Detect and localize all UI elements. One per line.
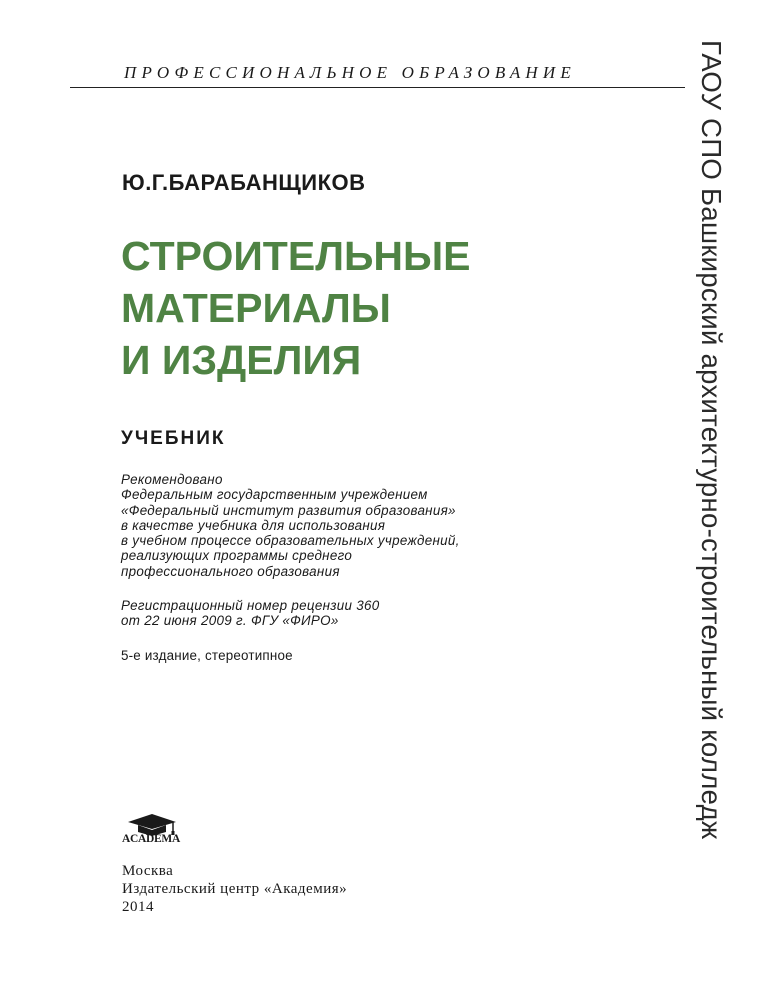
recommendation-line: Рекомендовано bbox=[121, 472, 223, 487]
recommendation-line: Федеральным государственным учреждением bbox=[121, 487, 428, 503]
recommendation-line: в качестве учебника для использования bbox=[121, 517, 386, 533]
book-title-line: МАТЕРИАЛЫ bbox=[121, 285, 391, 331]
imprint-year: 2014 bbox=[122, 899, 154, 915]
academia-logo-text: ACADEMA bbox=[122, 833, 180, 845]
imprint-publisher: Издательский центр «Академия» bbox=[122, 881, 348, 897]
book-title-line: И ИЗДЕЛИЯ bbox=[121, 337, 362, 383]
recommendation-line: профессионального образования bbox=[121, 563, 340, 579]
edition-note: 5-е издание, стереотипное bbox=[121, 648, 293, 663]
recommendation-line: реализующих программы среднего bbox=[121, 548, 353, 564]
recommendation-line: «Федеральный институт развития образования» bbox=[121, 502, 456, 518]
series-title: ПРОФЕССИОНАЛЬНОЕ ОБРАЗОВАНИЕ bbox=[124, 63, 576, 82]
registration-line: от 22 июня 2009 г. ФГУ «ФИРО» bbox=[121, 613, 339, 629]
registration-line: Регистрационный номер рецензии 360 bbox=[121, 598, 380, 613]
imprint bbox=[122, 862, 347, 916]
header-rule bbox=[70, 87, 685, 88]
book-title-line: СТРОИТЕЛЬНЫЕ bbox=[121, 233, 471, 279]
imprint-city: Москва bbox=[122, 863, 174, 879]
book-title bbox=[121, 230, 471, 386]
book-type: УЧЕБНИК bbox=[121, 428, 226, 449]
registration-text bbox=[121, 598, 380, 629]
academia-logo bbox=[122, 810, 182, 852]
author-name: Ю.Г.БАРАБАНЩИКОВ bbox=[122, 170, 366, 195]
recommendation-text bbox=[121, 472, 561, 579]
recommendation-line: в учебном процессе образовательных учреждений, bbox=[121, 533, 460, 549]
library-stamp: ГАОУ СПО Башкирский архитектурно-строительный колледж bbox=[696, 40, 727, 840]
